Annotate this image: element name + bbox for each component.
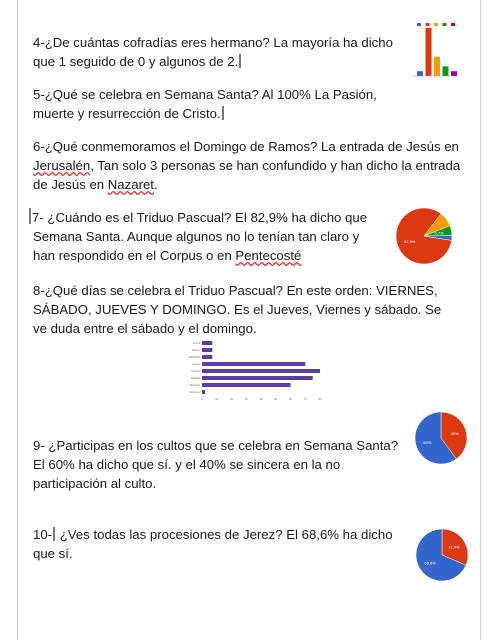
bar bbox=[202, 355, 212, 359]
legend-swatch bbox=[451, 23, 455, 26]
category-label: Sábado bbox=[191, 377, 200, 380]
legend-swatch bbox=[434, 23, 438, 26]
pie-label: 82,9% bbox=[404, 239, 416, 245]
tick-label: 40 bbox=[259, 398, 263, 401]
question-10 bbox=[33, 525, 393, 563]
pie-label: 68,6% bbox=[424, 560, 436, 566]
tick-label: 20 bbox=[230, 398, 233, 401]
question-7-text: 7- ¿Cuándo es el Triduo Pascual? El 82,9% ha dicho que Semana Santa. Aunque algunos no lo tenían tan claro y han respondido en el Corpus o en bbox=[32, 210, 368, 263]
category-label: Viernes bbox=[191, 370, 200, 373]
tick-label: 30 bbox=[244, 398, 248, 401]
question-9 bbox=[33, 436, 413, 493]
bar bbox=[202, 390, 205, 394]
question-6-text-start: 6-¿Qué conmemoramos el Domingo de Ramos? La entrada de Jesús en bbox=[33, 139, 459, 154]
category-label: Ninguno bbox=[190, 391, 200, 394]
misspelled-word: Jerusalén bbox=[33, 158, 91, 173]
q4-bar-chart bbox=[407, 20, 459, 98]
tick-label: 50 bbox=[274, 398, 278, 401]
bar bbox=[451, 71, 457, 76]
question-8-text: 8-¿Qué días se celebra el Triduo Pascual? En este orden: VIERNES, SÁBADO, JUEVES Y DOMINGO. Es el Jueves, Viernes y sábado. Se ve duda entre el sábado y el domingo. bbox=[33, 283, 442, 336]
category-label: Lunes bbox=[192, 342, 200, 345]
q9-pie-chart bbox=[413, 410, 469, 466]
tick-label: 70 bbox=[303, 398, 307, 401]
question-7 bbox=[33, 208, 383, 265]
tick-label: 0 bbox=[201, 398, 203, 401]
legend-swatch bbox=[417, 23, 421, 26]
question-9-text: 9- ¿Participas en los cultos que se celebra en Semana Santa? El 60% ha dicho que sí. y el 40% se sincera en la no participación al culto. bbox=[33, 438, 399, 491]
question-8 bbox=[33, 281, 453, 338]
pie-label: 5,7% bbox=[434, 230, 444, 236]
text-cursor bbox=[29, 208, 31, 224]
bar bbox=[202, 348, 212, 352]
q8-horizontal-bar-chart bbox=[170, 336, 330, 408]
pie-label: 40% bbox=[450, 431, 459, 437]
text-cursor bbox=[239, 54, 241, 68]
bar bbox=[202, 376, 313, 380]
q10-pie-chart bbox=[414, 527, 470, 583]
misspelled-word: Pentecosté bbox=[235, 248, 302, 263]
question-6 bbox=[33, 137, 473, 194]
category-label: Miércoles bbox=[188, 356, 200, 359]
tick-label: 80 bbox=[318, 398, 322, 401]
category-label: Domingo bbox=[189, 384, 200, 387]
misspelled-word: Nazaret bbox=[107, 177, 154, 192]
bar bbox=[417, 71, 423, 76]
question-6-text-mid: , Tan solo 3 personas se han confundido y han dicho la entrada de Jesús en bbox=[33, 158, 461, 192]
question-6-text-end: . bbox=[153, 177, 158, 192]
bar bbox=[443, 66, 449, 76]
text-cursor bbox=[53, 527, 55, 541]
tick-label: 10 bbox=[215, 398, 219, 401]
question-5-text: 5-¿Qué se celebra en Semana Santa? Al 100% La Pasión, muerte y resurrección de Cristo. bbox=[33, 87, 377, 121]
pie-label: 60% bbox=[423, 439, 432, 445]
question-10-text: ¿Ves todas las procesiones de Jerez? El 68,6% ha dicho que sí. bbox=[33, 527, 393, 561]
question-5 bbox=[33, 85, 393, 123]
pie-label: 31,4% bbox=[448, 544, 460, 550]
legend-swatch bbox=[426, 23, 430, 26]
q7-pie-chart bbox=[392, 204, 456, 266]
question-4-text: 4-¿De cuántas cofradías eres hermano? La mayoría ha dicho que 1 seguido de 0 y algunos de 2. bbox=[33, 35, 393, 69]
bar bbox=[426, 28, 432, 76]
question-10-number: 10- bbox=[33, 527, 53, 542]
bar bbox=[202, 362, 305, 366]
category-label: Martes bbox=[192, 349, 200, 352]
bar bbox=[434, 57, 440, 76]
bar bbox=[202, 383, 291, 387]
bar bbox=[202, 341, 212, 345]
text-cursor bbox=[222, 106, 224, 120]
category-label: Jueves bbox=[191, 363, 200, 366]
tick-label: 60 bbox=[289, 398, 292, 401]
question-4 bbox=[33, 33, 405, 71]
bar bbox=[202, 369, 320, 373]
legend-swatch bbox=[443, 23, 447, 26]
